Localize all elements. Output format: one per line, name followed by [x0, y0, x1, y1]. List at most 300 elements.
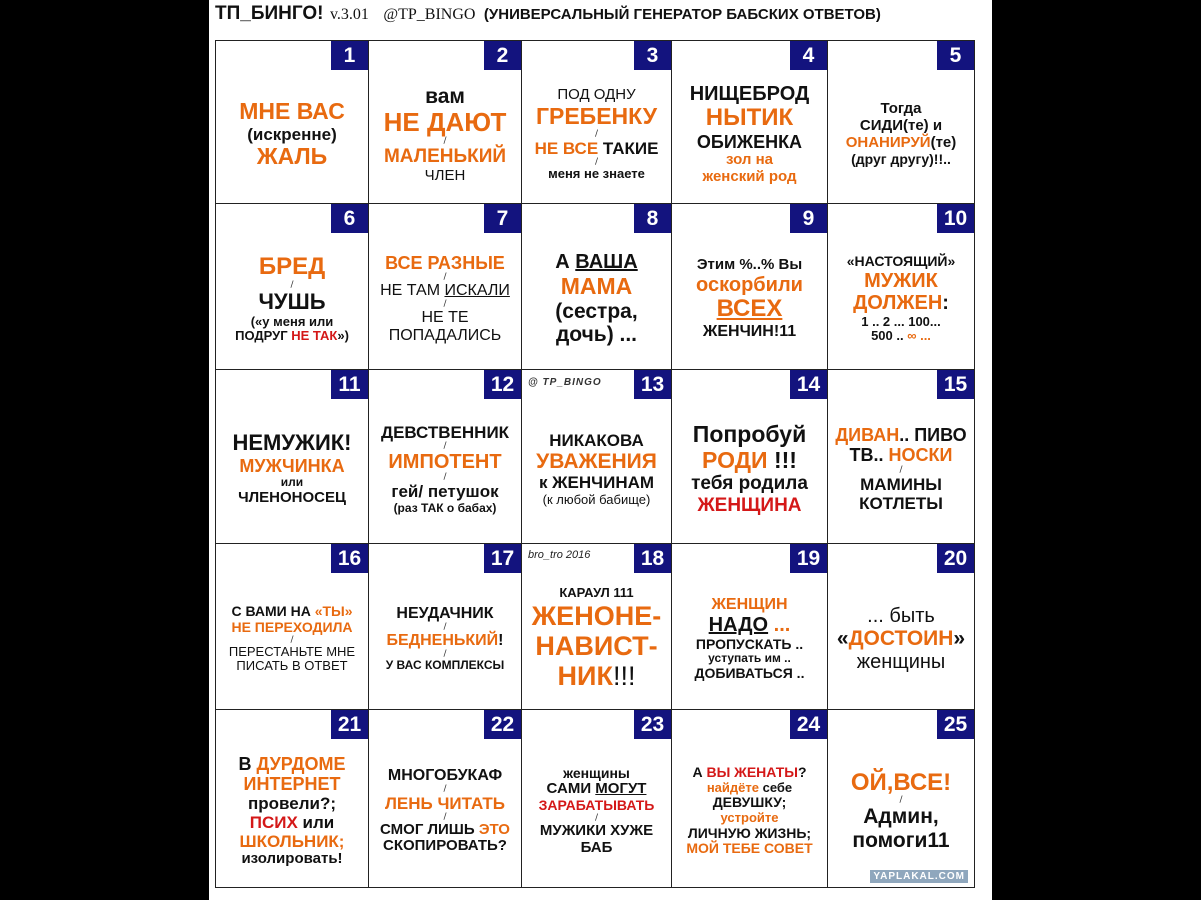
text-run: МУЖИКИ ХУЖЕ — [539, 821, 654, 839]
cell-line — [847, 254, 956, 270]
bingo-title: ТП_БИНГО! — [215, 3, 324, 24]
text-run: ПРОПУСКАТЬ .. — [695, 635, 804, 652]
text-run: («у меня или — [250, 313, 334, 329]
text-run: НИК — [557, 661, 613, 692]
separator: / — [443, 649, 447, 660]
cell-line — [250, 813, 335, 832]
cell-line — [386, 659, 505, 672]
cell-line — [384, 108, 507, 137]
text-run: вам — [425, 84, 465, 108]
cell-line — [425, 85, 465, 109]
text-run: ПЕРЕСТАНЬТЕ МНЕ — [228, 643, 356, 659]
cell-number: 22 — [484, 710, 521, 739]
text-run: зол на — [726, 151, 773, 169]
text-run: С ВАМИ НА — [231, 603, 315, 620]
text-run: женщины — [856, 650, 946, 673]
text-run: ПОД ОДНУ — [557, 86, 636, 104]
cell-content — [369, 231, 521, 367]
text-run: НАДО — [708, 614, 769, 637]
text-run: ДОЛЖЕН — [853, 292, 943, 315]
cell-content — [216, 397, 368, 541]
text-run: ДОБИВАТЬСЯ .. — [694, 664, 805, 681]
cell-number: 15 — [937, 370, 974, 399]
bingo-sheet — [209, 0, 992, 900]
bingo-cell-5 — [828, 41, 975, 204]
bingo-cell-12 — [369, 370, 522, 544]
cell-line — [860, 475, 942, 494]
cell-line — [385, 794, 505, 813]
separator: / — [594, 812, 599, 823]
cell-line — [232, 431, 351, 456]
text-run: меня не знаете — [548, 166, 645, 182]
cell-content — [522, 397, 671, 541]
author-tag: bro_tro 2016 — [528, 549, 591, 561]
text-run: ВСЕ РАЗНЫЕ — [385, 253, 505, 274]
text-run: МНЕ ВАС — [239, 98, 345, 125]
cell-line — [686, 841, 812, 857]
cell-line — [703, 323, 796, 341]
cell-content — [672, 571, 827, 707]
cell-line — [229, 645, 355, 660]
text-run: ШКОЛЬНИК; — [239, 832, 345, 852]
text-run: ВЫ ЖЕНАТЫ — [706, 764, 798, 781]
cell-number: 3 — [634, 41, 671, 70]
text-run: к ЖЕНЧИНАМ — [538, 473, 655, 493]
cell-line — [536, 104, 657, 130]
cell-number: 5 — [937, 41, 974, 70]
cell-line — [394, 502, 497, 515]
text-run: НАВИСТ- — [535, 631, 658, 662]
bingo-grid — [215, 40, 975, 888]
text-run: (раз ТАК о бабах) — [393, 500, 497, 515]
text-run: МНОГОБУКАФ — [387, 766, 503, 784]
text-run: Тогда — [880, 100, 922, 118]
cell-line — [563, 766, 630, 782]
text-run: ИСКАЛИ — [444, 282, 510, 300]
text-run: себе — [758, 779, 793, 795]
handle-label: @TP_BINGO — [383, 6, 476, 23]
cell-content — [369, 68, 521, 201]
text-run: НЕУДАЧНИК — [396, 605, 494, 623]
cell-number: 25 — [937, 710, 974, 739]
cell-number: 11 — [331, 370, 368, 399]
cell-line — [721, 811, 779, 826]
text-run: .. ПИВО — [899, 425, 967, 446]
cell-line — [859, 494, 943, 513]
cell-line — [380, 282, 510, 300]
cell-content — [672, 397, 827, 541]
header — [215, 3, 990, 33]
cell-content — [522, 68, 671, 201]
text-run: ГРЕБЕНКУ — [535, 103, 658, 130]
text-run: ТАКИЕ — [598, 138, 659, 158]
bingo-cell-17 — [369, 544, 522, 710]
cell-line — [239, 754, 346, 774]
cell-line — [384, 146, 506, 167]
text-run: ЖЕНЩИН — [711, 596, 788, 614]
cell-line — [396, 605, 493, 623]
separator: / — [899, 464, 903, 475]
subtitle-label: (УНИВЕРСАЛЬНЫЙ ГЕНЕРАТОР БАБСКИХ ОТВЕТОВ) — [483, 6, 881, 23]
cell-line — [852, 829, 949, 853]
bingo-cell-21 — [216, 710, 369, 888]
cell-line — [726, 152, 773, 169]
cell-content — [522, 737, 671, 885]
text-run: НЕ ДАЮТ — [383, 107, 507, 138]
text-run: ИМПОТЕНТ — [388, 451, 502, 474]
cell-line — [871, 329, 931, 344]
cell-content — [216, 231, 368, 367]
cell-line — [383, 838, 507, 855]
text-run: ПОПАДАЛИСЬ — [388, 327, 502, 345]
text-run: НЕ ТЕ — [421, 309, 469, 327]
text-run: : — [942, 292, 949, 315]
text-run: Попробуй — [692, 420, 807, 447]
cell-content — [672, 737, 827, 885]
text-run: ЭТО — [478, 820, 510, 838]
text-run: А — [555, 251, 576, 274]
cell-line — [231, 620, 352, 636]
separator: / — [899, 795, 903, 806]
text-run: Этим %..% Вы — [696, 256, 803, 274]
text-run: ОБИЖЕНКА — [696, 132, 803, 153]
cell-line — [535, 631, 657, 661]
text-run: В — [238, 753, 257, 774]
cell-line — [851, 770, 951, 797]
cell-line — [863, 805, 938, 829]
separator: / — [443, 783, 447, 794]
cell-number: 19 — [790, 544, 827, 573]
cell-line — [857, 651, 946, 673]
cell-line — [539, 473, 654, 492]
cell-line — [238, 490, 346, 507]
text-run: ЖЕНЧИН!11 — [702, 323, 797, 341]
text-run: ДЕВСТВЕННИК — [380, 423, 510, 443]
text-run: ДИВАН — [835, 425, 900, 446]
cell-line — [846, 135, 957, 152]
text-run: или — [280, 475, 304, 490]
cell-line — [702, 448, 797, 474]
cell-line — [708, 652, 791, 665]
bingo-cell-14 — [672, 370, 828, 544]
text-run: женщины — [563, 764, 630, 781]
text-run: МАЛЕНЬКИЙ — [383, 146, 507, 168]
cell-number: 13 — [634, 370, 671, 399]
bingo-cell-7 — [369, 204, 522, 370]
cell-line — [388, 451, 501, 473]
cell-line — [706, 105, 793, 132]
cell-content — [828, 571, 974, 707]
text-run: ЧЛЕНОНОСЕЦ — [238, 488, 346, 506]
text-run: МАМА — [560, 272, 633, 299]
cell-line — [561, 274, 633, 300]
text-run: ВСЕХ — [716, 295, 783, 323]
cell-line — [695, 666, 805, 682]
text-run: БРЕД — [258, 253, 326, 281]
text-run: ЖАЛЬ — [256, 143, 328, 170]
text-run: МОЙ ТЕБЕ СОВЕТ — [686, 840, 813, 857]
version-label: v.3.01 — [329, 6, 369, 23]
separator: / — [594, 128, 599, 139]
text-run: ДОСТОИН — [848, 627, 954, 651]
cell-line — [709, 614, 791, 636]
cell-content — [216, 68, 368, 201]
text-run: МОГУТ — [595, 780, 647, 798]
text-run: ДУРДОМЕ — [256, 753, 346, 774]
text-run: дочь) ... — [555, 323, 638, 347]
text-run: СИДИ(те) и — [859, 117, 943, 135]
cell-line — [707, 781, 792, 796]
cell-number: 10 — [937, 204, 974, 233]
cell-line — [539, 798, 655, 814]
cell-line — [559, 586, 633, 601]
cell-line — [696, 274, 803, 296]
cell-content — [828, 397, 974, 541]
separator: / — [443, 136, 447, 147]
cell-line — [235, 329, 349, 344]
text-run: 1 .. 2 ... 100... — [861, 313, 941, 329]
text-run: НИКАКОВА — [549, 430, 644, 450]
text-run: СМОГ ЛИШЬ — [380, 820, 479, 838]
bingo-cell-2 — [369, 41, 522, 204]
cell-line — [281, 476, 303, 489]
cell-number: 1 — [331, 41, 368, 70]
text-run: ВАША — [575, 251, 638, 274]
bingo-cell-16 — [216, 544, 369, 710]
text-run: НЕ ВСЕ — [534, 138, 599, 158]
text-run: УВАЖЕНИЯ — [536, 449, 657, 473]
text-run: !!! — [767, 446, 797, 473]
cell-content — [216, 571, 368, 707]
text-run: ЖЕНЩИНА — [697, 494, 802, 516]
cell-line — [259, 254, 325, 281]
text-run: «ТЫ» — [314, 603, 353, 620]
cell-number: 23 — [634, 710, 671, 739]
cell-line — [239, 99, 345, 125]
separator: / — [290, 280, 294, 291]
cell-line — [860, 118, 942, 135]
cell-content — [369, 737, 521, 885]
text-run: МУЖИК — [864, 269, 938, 292]
cell-number: 18 — [634, 544, 671, 573]
text-run: БАБ — [580, 838, 613, 856]
cell-line — [867, 605, 935, 627]
text-run: ЛЕНЬ ЧИТАТЬ — [385, 793, 505, 813]
text-run: НЕМУЖИК! — [232, 430, 352, 456]
text-run: помоги11 — [852, 828, 950, 852]
separator: / — [443, 299, 447, 310]
text-run: (сестра, — [555, 299, 638, 323]
text-run: ЗАРАБАТЫВАТЬ — [538, 797, 655, 814]
cell-content — [828, 68, 974, 201]
text-run: САМИ — [546, 780, 596, 798]
text-run: НЫТИК — [705, 104, 794, 132]
cell-number: 9 — [790, 204, 827, 233]
cell-number: 7 — [484, 204, 521, 233]
separator: / — [443, 272, 447, 283]
cell-line — [425, 168, 466, 185]
cell-line — [231, 604, 352, 620]
text-run: ЧУШЬ — [258, 289, 326, 315]
text-run: (искренне) — [247, 124, 337, 144]
text-run: ... быть — [867, 604, 935, 627]
text-run: женский род — [702, 168, 797, 186]
cell-line — [557, 87, 635, 104]
cell-line — [864, 270, 938, 292]
bingo-cell-25 — [828, 710, 975, 888]
text-run: ? — [797, 764, 807, 781]
cell-line — [236, 659, 347, 674]
cell-number: 20 — [937, 544, 974, 573]
text-run: тебя родила — [691, 473, 808, 495]
text-run: (те) — [930, 134, 957, 152]
bingo-cell-23 — [522, 710, 672, 888]
cell-line — [257, 144, 327, 170]
cell-line — [548, 167, 645, 182]
cell-content — [216, 737, 368, 885]
cell-number: 6 — [331, 204, 368, 233]
cell-line — [697, 257, 802, 274]
cell-content — [672, 231, 827, 367]
cell-number: 4 — [790, 41, 827, 70]
bingo-cell-4 — [672, 41, 828, 204]
cell-line — [381, 423, 509, 442]
bingo-cell-3 — [522, 41, 672, 204]
cell-number: 2 — [484, 41, 521, 70]
cell-line — [850, 445, 953, 465]
cell-number: 12 — [484, 370, 521, 399]
cell-line — [717, 296, 783, 323]
cell-line — [387, 632, 504, 650]
cell-number: 14 — [790, 370, 827, 399]
cell-line — [547, 781, 647, 798]
text-run: ПОДРУГ — [235, 328, 292, 344]
text-run: РОДИ — [702, 446, 768, 473]
text-run: «НАСТОЯЩИЙ» — [846, 253, 956, 270]
cell-line — [688, 826, 811, 842]
cell-line — [240, 832, 345, 851]
text-run: » — [953, 627, 966, 651]
bingo-cell-24 — [672, 710, 828, 888]
cell-line — [385, 253, 505, 273]
separator: / — [290, 634, 294, 645]
cell-line — [241, 851, 342, 868]
cell-content — [369, 571, 521, 707]
cell-line — [536, 450, 657, 474]
text-run: найдёте — [706, 779, 759, 795]
text-run: МАМИНЫ — [860, 474, 942, 494]
text-run: ОНАНИРУЙ — [845, 134, 931, 152]
bingo-cell-8 — [522, 204, 672, 370]
handle-tag: @ TP_BINGO — [528, 377, 602, 388]
text-run: устройте — [720, 810, 779, 825]
text-run: НИЩЕБРОД — [689, 82, 810, 105]
text-run: БЕДНЕНЬКИЙ — [386, 632, 499, 650]
cell-number: 24 — [790, 710, 827, 739]
text-run: ПСИХ — [249, 813, 298, 833]
cell-line — [543, 493, 651, 508]
cell-line — [389, 327, 502, 345]
cell-line — [535, 139, 659, 158]
bingo-cell-9 — [672, 204, 828, 370]
text-run: ТВ.. — [849, 445, 889, 466]
cell-line — [713, 795, 787, 811]
cell-line — [696, 637, 803, 653]
text-run: ПИСАТЬ В ОТВЕТ — [236, 658, 348, 674]
cell-line — [851, 152, 951, 168]
cell-line — [558, 661, 636, 691]
cell-number: 17 — [484, 544, 521, 573]
cell-line — [239, 456, 344, 476]
cell-line — [549, 431, 643, 450]
bingo-cell-19 — [672, 544, 828, 710]
text-run: ∞ ... — [907, 328, 931, 344]
cell-content — [828, 737, 974, 885]
bingo-cell-13 — [522, 370, 672, 544]
text-run: НЕ ПЕРЕХОДИЛА — [231, 618, 353, 635]
cell-line — [258, 290, 325, 315]
cell-line — [690, 83, 810, 105]
text-run: или — [297, 813, 335, 833]
cell-line — [692, 765, 806, 781]
text-run: НЕ ТАК — [291, 328, 338, 344]
cell-line — [837, 627, 965, 651]
text-run: !!! — [612, 661, 636, 692]
text-run: изолировать! — [241, 850, 343, 868]
cell-content — [522, 231, 671, 367]
separator: / — [594, 157, 599, 168]
cell-line — [853, 292, 949, 314]
cell-line — [697, 132, 802, 152]
cell-line — [581, 840, 613, 857]
cell-line — [391, 482, 498, 501]
cell-line — [247, 125, 337, 144]
text-run: ИНТЕРНЕТ — [243, 774, 341, 795]
separator: / — [443, 811, 447, 822]
cell-line — [248, 794, 336, 813]
bingo-cell-10 — [828, 204, 975, 370]
bingo-cell-20 — [828, 544, 975, 710]
cell-line — [555, 251, 637, 273]
cell-line — [421, 309, 468, 327]
separator: / — [443, 622, 447, 633]
bingo-cell-18 — [522, 544, 672, 710]
cell-line — [693, 422, 806, 448]
watermark: YAPLAKAL.COM — [870, 870, 968, 883]
cell-line — [380, 822, 510, 839]
cell-line — [251, 315, 334, 330]
cell-line — [881, 101, 922, 118]
text-run: ! — [498, 632, 504, 650]
text-run: У ВАС КОМПЛЕКСЫ — [385, 658, 505, 673]
text-run: ЧЛЕН — [424, 166, 466, 184]
text-run: (к любой бабище) — [542, 491, 651, 507]
cell-line — [556, 323, 637, 347]
text-run: гей/ петушок — [391, 482, 499, 502]
bingo-cell-11 — [216, 370, 369, 544]
cell-line — [555, 300, 637, 324]
text-run: НЕ ТАМ — [380, 282, 445, 300]
cell-line — [691, 473, 808, 494]
cell-line — [703, 169, 797, 186]
cell-number: 16 — [331, 544, 368, 573]
cell-line — [697, 495, 801, 516]
cell-line — [540, 823, 653, 840]
separator: / — [443, 472, 447, 483]
text-run: ЖЕНОНЕ- — [531, 600, 662, 631]
separator: / — [443, 441, 447, 452]
text-run: ... — [768, 614, 791, 637]
